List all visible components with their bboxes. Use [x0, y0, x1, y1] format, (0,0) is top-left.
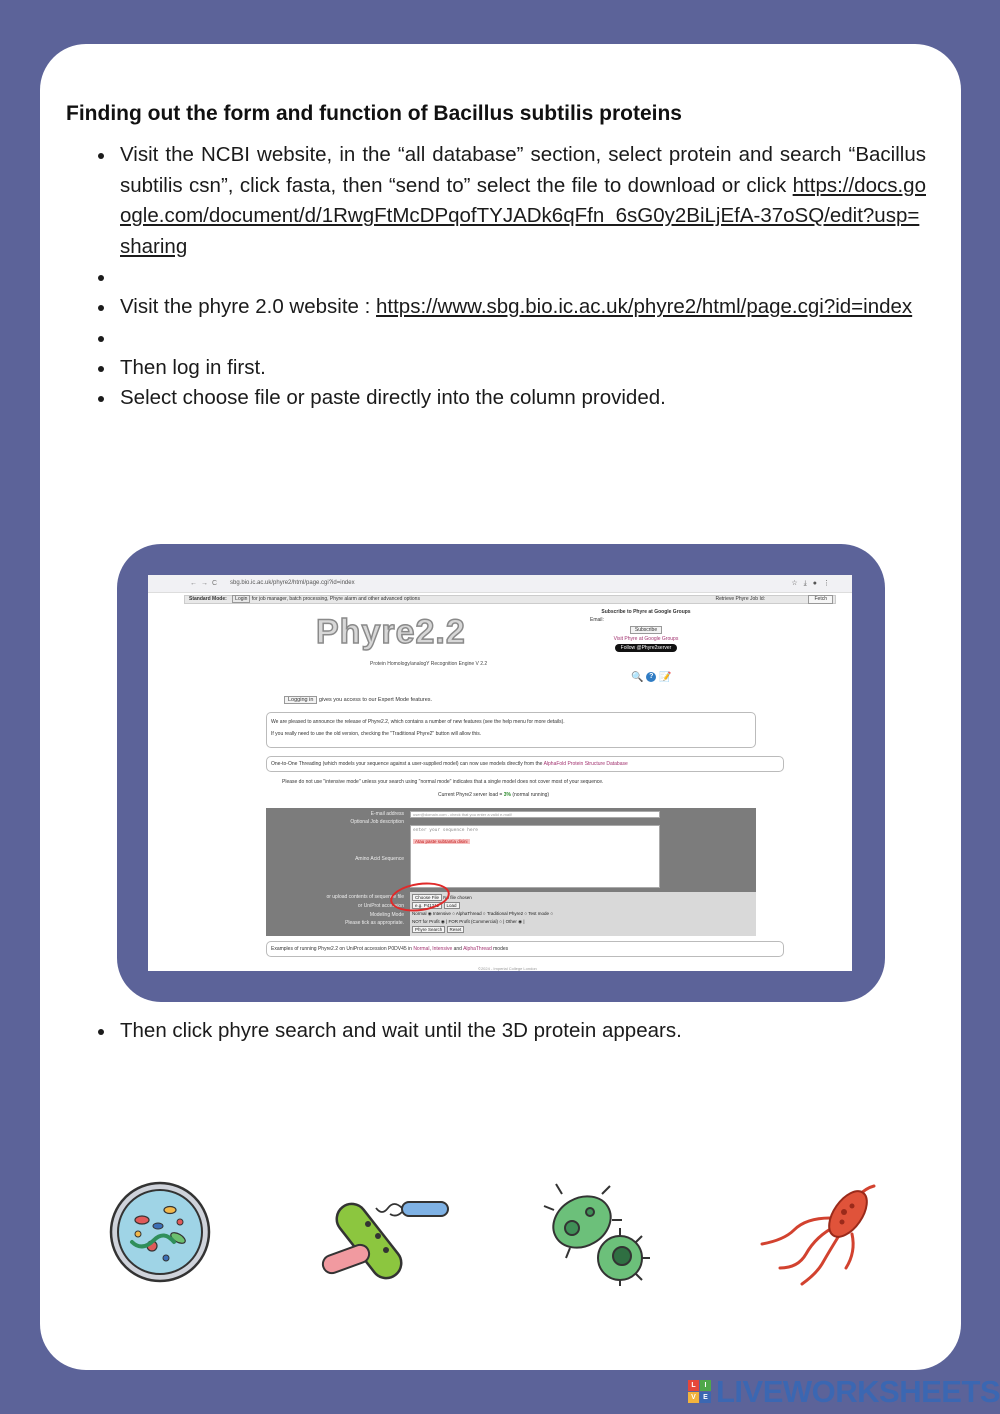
threading-box — [266, 756, 784, 772]
browser-nav-icons: ←→C — [190, 580, 222, 587]
step-phyre — [120, 292, 926, 323]
help-icon: ? — [646, 672, 656, 682]
phyre-tagline: Protein Homology/analogY Recognition Engine V 2.2 — [370, 661, 488, 667]
label-email: E-mail address — [370, 811, 404, 817]
mode-login-button: Login — [232, 595, 250, 603]
announcement-line-1: We are pleased to announce the release of Phyre2.2, which contains a number of new features (see the help menu for more details). — [271, 719, 565, 725]
brand-tile-v: V — [688, 1392, 699, 1403]
brand-tile-l: L — [688, 1380, 699, 1391]
liveworksheets-brand — [688, 1372, 1000, 1409]
email-field: user@domain.com - check that you enter a valid e-mail! — [410, 811, 660, 818]
steps-list-bottom — [120, 1016, 926, 1047]
phyre-screenshot — [148, 575, 852, 971]
form-lower — [410, 892, 756, 936]
logging-in-text: gives you access to our Expert Mode features. — [318, 697, 433, 703]
mode-note: for job manager, batch processing, Phyre alarm and other advanced options — [251, 596, 420, 602]
server-load-value: 3% — [503, 792, 511, 798]
load-button: Load — [444, 902, 460, 909]
reset-button: Reset — [447, 926, 465, 933]
modeling-modes: Normal ◉ Intensive ○ AlphaThread ○ Traditional Phyre2 ○ Test mode ○ — [412, 911, 554, 916]
mode-bar — [184, 595, 836, 604]
announcement-box — [266, 712, 756, 748]
petri-dish-icon — [108, 1180, 212, 1284]
page-title: Finding out the form and function of Bacillus subtilis proteins — [66, 102, 682, 125]
label-upload: or upload contents of sequence file — [326, 894, 404, 900]
visit-groups-link: Visit Phyre at Google Groups — [613, 636, 679, 642]
brand-tile-i: I — [700, 1380, 711, 1391]
step-choose-file: Select choose file or paste directly into the column provided. — [120, 383, 926, 414]
step-ncbi-text: Visit the NCBI website, in the “all database” section, select protein and search “Bacillus subtilis csn”, click fasta, then “send to” select the file to download or click — [120, 143, 926, 197]
spacer — [120, 262, 926, 292]
label-modeling: Modeling Mode — [369, 912, 404, 918]
help-icons — [631, 672, 671, 683]
subscribe-panel — [590, 609, 702, 652]
follow-button: Follow @Phyre2server — [615, 644, 678, 652]
example-normal-link: Normal — [413, 946, 430, 952]
steps-list-top — [120, 140, 926, 414]
examples-sep: , — [429, 946, 433, 952]
sequence-placeholder: enter your sequence here — [413, 828, 479, 833]
google-doc-link[interactable]: https://docs.google.com/document/d/1RwgFtMcDPqofTYJADk6qFfn_6sG0y2BiLjEfA-37oSQ/edit?usp=sharing — [120, 173, 926, 258]
logging-in-button: Logging in — [284, 696, 317, 704]
fetch-button: Fetch — [808, 595, 833, 604]
server-load-status: (normal running) — [510, 792, 550, 798]
server-load — [438, 792, 549, 798]
step-login: Then log in first. — [120, 353, 926, 384]
step-search: Then click phyre search and wait until the 3D protein appears. — [120, 1016, 926, 1047]
examples-tail: modes — [491, 946, 509, 952]
brand-tile-e: E — [700, 1392, 711, 1403]
example-intensive-link: Intensive — [432, 946, 453, 952]
threading-text: (which models your sequence against a user-supplied model) can now use models directly from the — [321, 761, 544, 767]
label-amino: Amino Acid Sequence — [355, 856, 404, 862]
label-jobdesc: Optional Job description — [350, 819, 404, 825]
choose-file-button: Choose File — [412, 894, 442, 901]
uniprot-field: e.g. P41212 — [412, 902, 442, 909]
label-tick: Please tick as appropriate. — [345, 920, 404, 926]
threading-title: One-to-One Threading — [271, 761, 322, 767]
cocci-bacteria-icon — [540, 1180, 652, 1288]
paste-annotation: Atau paste subtantia disini — [415, 839, 468, 844]
magnifier-icon: 🔍 — [631, 672, 644, 683]
phyre-logo: Phyre2.2 — [316, 613, 466, 651]
server-load-label: Current Phyre2 server load = — [438, 792, 504, 798]
browser-tool-icons: ☆⤓●⋮ — [791, 580, 836, 587]
phyre-form — [266, 808, 756, 936]
brand-tiles-icon — [688, 1380, 714, 1404]
subscribe-email-label: Email: — [590, 617, 604, 623]
screenshot-footer: ©2024 - Imperial College London — [478, 966, 537, 971]
retrieve-label: Retrieve Phyre Job Id: — [715, 596, 765, 602]
bacillus-icon — [320, 1184, 456, 1284]
step-ncbi — [120, 140, 926, 262]
subscribe-title: Subscribe to Phyre at Google Groups — [601, 609, 691, 615]
logging-in-row — [284, 697, 432, 703]
notepad-icon: 📝 — [659, 672, 672, 683]
example-alphathread-link: AlphaThread — [463, 946, 492, 952]
phyre-link[interactable]: https://www.sbg.bio.ic.ac.uk/phyre2/html/page.cgi?id=index — [376, 295, 913, 318]
examples-box — [266, 941, 784, 957]
worksheet-page — [40, 44, 961, 1370]
browser-toolbar — [148, 575, 852, 593]
sequence-textarea — [410, 825, 660, 888]
flagellated-bacterium-icon — [758, 1176, 878, 1288]
examples-text: Examples of running Phyre2.2 on UniProt accession P0DV45 in — [271, 946, 414, 952]
examples-and: and — [452, 946, 464, 952]
label-uniprot: or UniProt accession — [357, 903, 404, 909]
step-phyre-text: Visit the phyre 2.0 website : — [120, 295, 377, 318]
screenshot-frame — [117, 544, 885, 1002]
browser-url: sbg.bio.ic.ac.uk/phyre2/html/page.cgi?id=index — [230, 580, 355, 586]
subscribe-button: Subscribe — [630, 626, 662, 634]
profit-options: NOT for Profit ◉ | FOR Profit (Commercial) ○ | Other ◉ | — [412, 919, 525, 924]
phyre-search-button: Phyre Search — [412, 926, 445, 933]
alphafold-link: AlphaFold Protein Structure Database — [543, 761, 628, 767]
mode-label: Standard Mode: — [189, 596, 227, 602]
intensive-warning: Please do not use "intensive mode" unless your search using "normal mode" indicates that a single model does not cover most of your sequence. — [282, 779, 604, 785]
announcement-line-2: If you really need to use the old version, checking the "Traditional Phyre2" button will allow this. — [271, 731, 482, 737]
brand-wordmark: LIVEWORKSHEETS — [716, 1374, 1000, 1409]
spacer — [120, 323, 926, 353]
no-file-text: No file chosen — [443, 895, 472, 900]
